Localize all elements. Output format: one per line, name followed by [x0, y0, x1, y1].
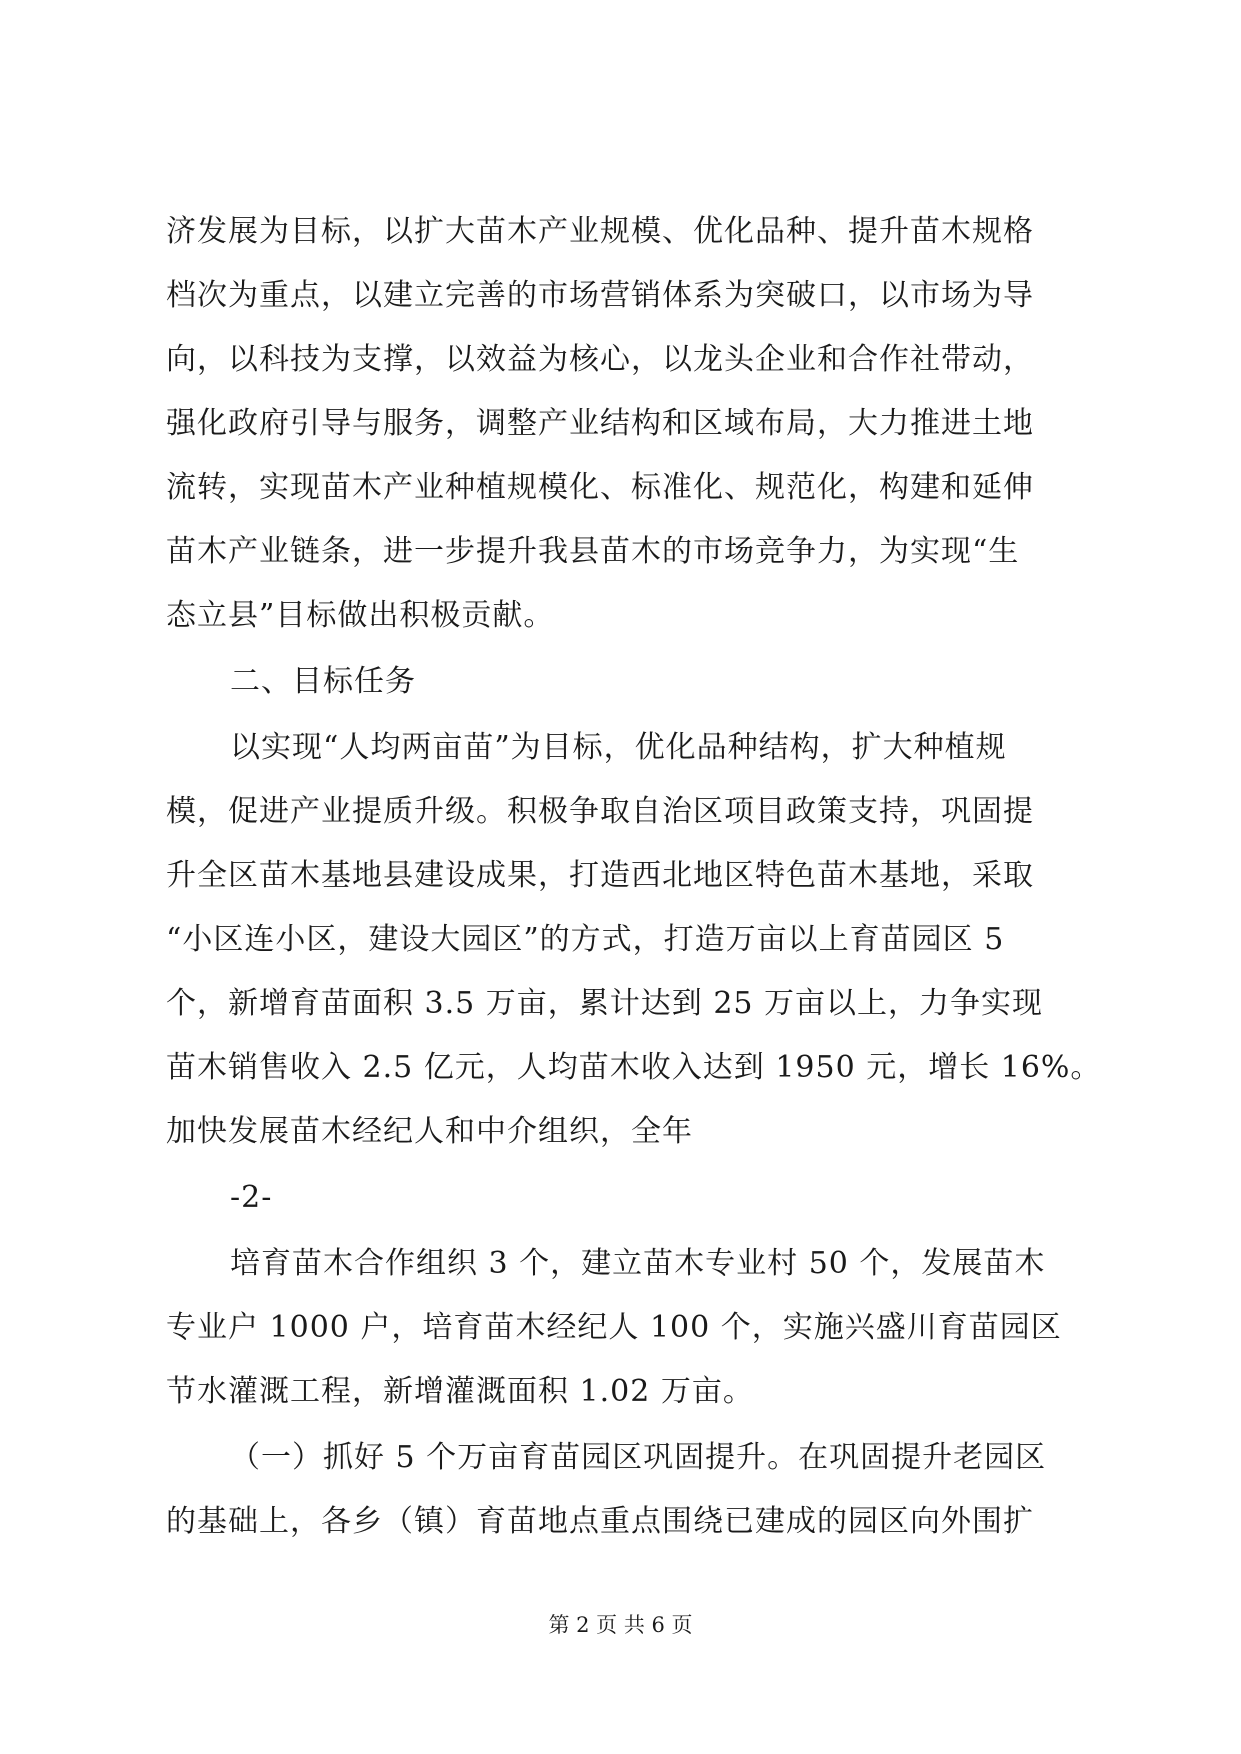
text-line: 苗木产业链条，进一步提升我县苗木的市场竞争力，为实现“生	[166, 534, 1020, 569]
text-line: 模，促进产业提质升级。积极争取自治区项目政策支持，巩固提	[166, 794, 1034, 829]
text-line: 苗木销售收入 2.5 亿元，人均苗木收入达到 1950 元，增长 16%。	[166, 1050, 1102, 1085]
section-heading: 二、目标任务	[230, 664, 416, 699]
text-line: “小区连小区，建设大园区”的方式，打造万亩以上育苗园区 5	[166, 922, 1005, 957]
page-marker: -2-	[230, 1180, 273, 1215]
text-line: 强化政府引导与服务，调整产业结构和区域布局，大力推进土地	[166, 406, 1034, 441]
text-line: 向，以科技为支撑，以效益为核心，以龙头企业和合作社带动，	[166, 342, 1034, 377]
text-line: 以实现“人均两亩苗”为目标，优化品种结构，扩大种植规	[230, 730, 1007, 765]
text-line: 档次为重点，以建立完善的市场营销体系为突破口，以市场为导	[166, 278, 1034, 313]
text-line: 个，新增育苗面积 3.5 万亩，累计达到 25 万亩以上，力争实现	[166, 986, 1044, 1021]
text-line: 培育苗木合作组织 3 个，建立苗木专业村 50 个，发展苗木	[230, 1246, 1046, 1281]
text-line: 节水灌溉工程，新增灌溉面积 1.02 万亩。	[166, 1374, 754, 1409]
text-line: 济发展为目标，以扩大苗木产业规模、优化品种、提升苗木规格	[166, 214, 1034, 249]
text-line: 升全区苗木基地县建设成果，打造西北地区特色苗木基地，采取	[166, 858, 1034, 893]
page-footer: 第 2 页 共 6 页	[548, 1613, 693, 1637]
text-line: 流转，实现苗木产业种植规模化、标准化、规范化，构建和延伸	[166, 470, 1034, 505]
text-line: 专业户 1000 户，培育苗木经纪人 100 个，实施兴盛川育苗园区	[166, 1310, 1062, 1345]
text-line: 态立县”目标做出积极贡献。	[166, 598, 555, 633]
text-line: 的基础上，各乡（镇）育苗地点重点围绕已建成的园区向外围扩	[166, 1504, 1034, 1539]
text-line: 加快发展苗木经纪人和中介组织，全年	[166, 1114, 693, 1149]
text-line: （一）抓好 5 个万亩育苗园区巩固提升。在巩固提升老园区	[230, 1440, 1047, 1475]
